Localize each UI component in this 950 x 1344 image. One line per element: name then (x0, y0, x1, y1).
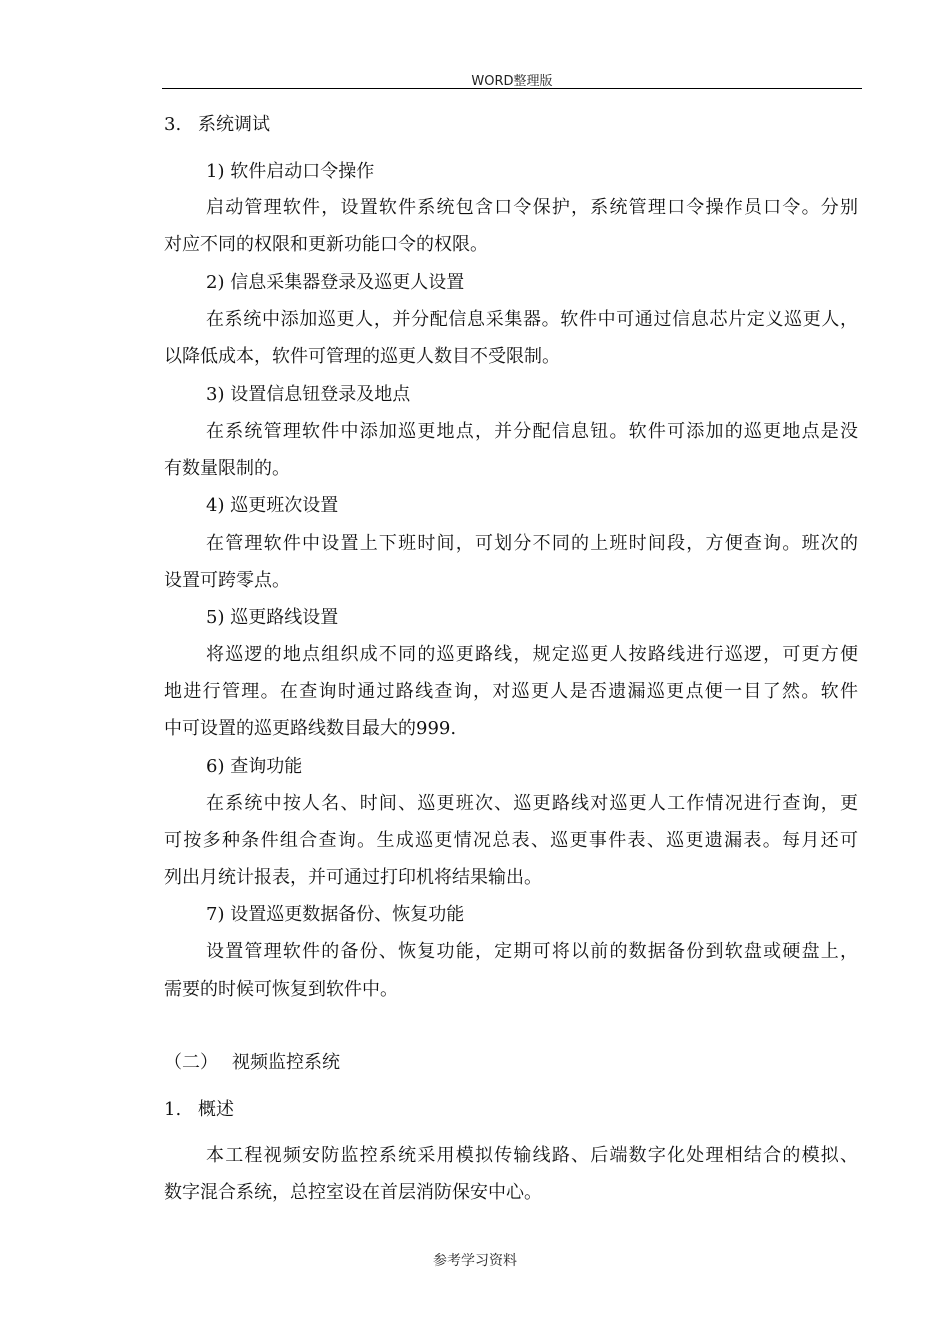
item-7-line-2: 需要的时候可恢复到软件中。 (164, 979, 398, 1000)
section-1-heading (164, 1098, 234, 1122)
section-1-line-1: 本工程视频安防监控系统采用模拟传输线路、后端数字化处理相结合的模拟、 (206, 1145, 858, 1166)
part-2-heading (164, 1051, 340, 1075)
item-6-title: 6) 查询功能 (206, 756, 303, 777)
page-footer: 参考学习资料 (433, 1253, 517, 1269)
item-4-title: 4) 巡更班次设置 (206, 495, 339, 516)
item-5-title: 5) 巡更路线设置 (206, 607, 339, 628)
item-5-line-2: 地进行管理。在查询时通过路线查询，对巡更人是否遗漏巡更点便一目了然。软件 (164, 681, 858, 702)
item-4-line-2: 设置可跨零点。 (164, 570, 290, 591)
item-1-title: 1) 软件启动口令操作 (206, 161, 375, 182)
section-3-title: 系统调试 (198, 114, 270, 135)
item-3-line-2: 有数量限制的。 (164, 458, 290, 479)
item-6-line-2: 可按多种条件组合查询。生成巡更情况总表、巡更事件表、巡更遗漏表。每月还可 (164, 830, 858, 851)
item-2-line-2: 以降低成本，软件可管理的巡更人数目不受限制。 (164, 346, 560, 367)
section-1-number: 1. (164, 1099, 182, 1120)
item-1-line-1: 启动管理软件，设置软件系统包含口令保护，系统管理口令操作员口令。分别 (206, 197, 858, 218)
item-5-line-3: 中可设置的巡更路线数目最大的999. (164, 718, 457, 739)
item-6-line-1: 在系统中按人名、时间、巡更班次、巡更路线对巡更人工作情况进行查询，更 (206, 793, 858, 814)
section-1-line-2: 数字混合系统，总控室设在首层消防保安中心。 (164, 1182, 542, 1203)
item-7-line-1: 设置管理软件的备份、恢复功能，定期可将以前的数据备份到软盘或硬盘上， (206, 941, 858, 962)
section-1-title: 概述 (198, 1099, 234, 1120)
item-6-line-3: 列出月统计报表，并可通过打印机将结果输出。 (164, 867, 542, 888)
section-3-number: 3. (164, 114, 182, 135)
item-4-line-1: 在管理软件中设置上下班时间，可划分不同的上班时间段，方便查询。班次的 (206, 533, 858, 554)
page-header: WORD整理版 (471, 74, 553, 89)
item-3-title: 3) 设置信息钮登录及地点 (206, 384, 411, 405)
item-7-title: 7) 设置巡更数据备份、恢复功能 (206, 904, 465, 925)
header-rule (162, 88, 862, 89)
part-2-number: （二） (164, 1052, 218, 1073)
item-1-line-2: 对应不同的权限和更新功能口令的权限。 (164, 234, 488, 255)
item-2-line-1: 在系统中添加巡更人，并分配信息采集器。软件中可通过信息芯片定义巡更人， (206, 309, 858, 330)
item-3-line-1: 在系统管理软件中添加巡更地点，并分配信息钮。软件可添加的巡更地点是没 (206, 421, 858, 442)
section-3-heading (164, 113, 270, 137)
part-2-title: 视频监控系统 (232, 1052, 340, 1073)
item-5-line-1: 将巡逻的地点组织成不同的巡更路线，规定巡更人按路线进行巡逻，可更方便 (206, 644, 858, 665)
item-2-title: 2) 信息采集器登录及巡更人设置 (206, 272, 465, 293)
